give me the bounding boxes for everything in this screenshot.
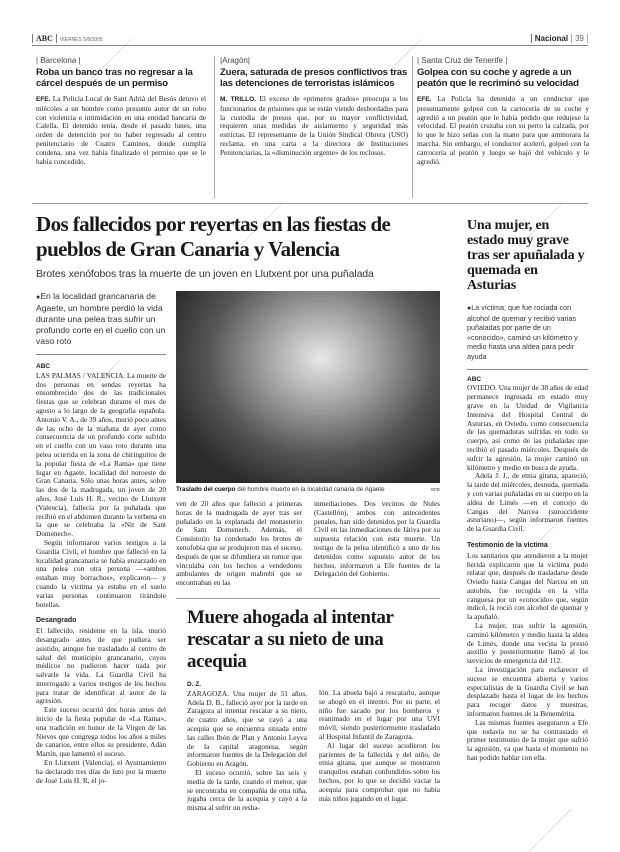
main-lead: ● En la localidad grancanaria de Agaete, un hombre perdió la vida durante una pelea tras sufrir un profundo corte en el cuello con un vaso roto bbox=[36, 291, 166, 355]
byline: M. TRILLO. bbox=[220, 96, 256, 103]
news-photo bbox=[176, 291, 440, 483]
paragraph: En Llutxent (Valencia), el Ayuntamiento ha declarado tres días de luto por la muerte de José Luis H. R, el jo- bbox=[36, 758, 166, 785]
main-headline: Dos fallecidos por reyertas en las fiestas de pueblos de Gran Canaria y Valencia bbox=[36, 212, 391, 261]
second-headline: Muere ahogada al intentar rescatar a su nieto de una acequia bbox=[187, 606, 394, 672]
side-story bbox=[467, 218, 588, 763]
paragraph: lón. La abuela bajó a rescatarlo, aunque se ahogó en el intento. Por su parte, el niño fue sacado por los bomberos y reanimado en el lugar por una UVI móvil, siendo posteriormente trasladado al Hospital Infantil de Zaragoza. bbox=[319, 687, 440, 741]
page-header bbox=[32, 34, 588, 46]
main-subtitle: Brotes xenófobos tras la muerte de un joven en Llutxent por una puñalada bbox=[36, 268, 374, 280]
second-column-2 bbox=[319, 689, 440, 803]
interheading: Testimonio de la víctima bbox=[467, 541, 548, 549]
brief-body: El exceso de «primeros grados» preocupa a los funcionarios de prisiones que se están viendo desbordados para la custodia de presos que, por su mayor conflictividad, requieren unas medidas de aislamiento y seguridad más estrictas. El representante de la Unión Sindical Obrera (USO) reclama, en una carta a la directora de Instituciones Penitenciarias, la «disminución urgente» de los reclusos. bbox=[220, 94, 408, 157]
byline: EFE. bbox=[417, 96, 432, 103]
second-column-1 bbox=[187, 681, 307, 813]
paragraph: LAS PALMAS / VALENCIA. La muerte de dos personas en sendas reyertas ha ensombrecido dos de las tradicionales fiestas que se celebran durante el mes de agosto a lo largo de la geografía española. Antonio V. A., de 39 años, murió poco antes de las ocho de la mañana de ayer como consecuencia de un profundo corte sufrido en el cuello con un vaso roto durante una pelea ocurrida en la zona de chiringuitos de la popular fiesta de «La Rama» que tiene lugar en Agaete, localidad del noroeste de Gran Canaria. Sólo unas horas antes, sobre las dos de la madrugada, un joven de 20 años, José Luis H. R., vecino de Llutxent (Valencia), fallecía por la puñalada que recibió en el abdomen durante la verbena en la que se celebraba la «Nit de Sant Domenech». bbox=[36, 370, 166, 539]
side-headline: Una mujer, en estado muy grave tras ser apuñalada y quemada en Asturias bbox=[467, 218, 585, 293]
interheading: Desangrado bbox=[36, 617, 77, 625]
paragraph: El fallecido, residente en la isla, murió desangrado antes de que pudiera ser asistido, aunque fue trasladado al centro de salud del municipio grancanario, cuyos médicos no pudieron hacer nada por salvarle la vida. La Guardia Civil ha interrogado a varios testigos de los hechos para tratar de identificar al autor de la agresión. bbox=[36, 626, 166, 706]
brand: ABC bbox=[32, 34, 57, 43]
paragraph: Este suceso ocurrió dos horas antes del inicio de la fiesta popular de «La Rama», una tradición en honor de la Virgen de las Nieves que congrega todos los años a miles de canarios, entre ellos su presidente, Adán Martín, que lamentó el suceso. bbox=[36, 705, 166, 759]
caption-bold: Traslado del cuerpo bbox=[176, 486, 236, 493]
second-story bbox=[176, 607, 440, 813]
byline: D. Z. bbox=[187, 680, 202, 688]
main-column-3: inmediaciones. Dos vecinos de Nules (Castellón), ambos con antecedentes penales, han sido detenidos por la Guardia Civil en las inmediaciones de Játiva por su supuesta relación con esta muerte. Un testigo de la pelea identificó a uno de los detenidos como supuesto autor de los hechos, informaron a Efe fuentes de la Delegación del Gobierno. bbox=[314, 499, 440, 579]
brief-title: Roba un banco tras no regresar a la cárcel después de un permiso bbox=[36, 67, 193, 89]
page-number: 39 bbox=[571, 34, 588, 43]
byline: EFE. bbox=[36, 96, 51, 103]
photo-credit: EFE bbox=[431, 487, 440, 492]
main-story bbox=[36, 212, 440, 813]
paragraph: El suceso ocurrió, sobre las seis y media de la tarde, cuando el menor, que se encontraba en compañía de otra niña, jugaba cerca de la acequia y cayó a la misma al sufrir un resba- bbox=[187, 767, 307, 813]
brief-location: | Santa Cruz de Tenerife | bbox=[417, 56, 508, 65]
divider bbox=[214, 56, 215, 198]
side-lead: ● La víctima, que fue rociada con alcohol de quemar y recibió varias puñaladas por parte de un «conocido», caminó un kilómetro y medio hasta una aldea para pedir ayuda bbox=[467, 303, 588, 370]
brief-body: La Policía ha detenido a un conductor que presuntamente golpeó con la carrocería de su coche y agredió a un peatón que le había pedido que redujese la velocidad. El peatón cruzaba con su perro la calzada, por lo que le hizo señas con la mano para que aminorara la marcha. Sin embargo, el conductor aceleró, golpeó con la carrocería al peatón y luego se bajó del vehículo y le agredió. bbox=[417, 94, 589, 166]
brief-body: La Policía Local de Sant Adrià del Besós detuvo el miécoles a un hombre como presunto autor de un robo con violencia e intimidación en una entidad bancaria de Calella. El detenido tenía, desde el pasado lunes, una orden de detención por no haber regresado al centro penitenciario de Cuatro Caminos, donde cumplía condena, una vez había finalizado el permiso que se le había concedido. bbox=[36, 94, 206, 166]
paragraph: Las mismas fuentes aseguraron a Efe que todavía no se ha contrastado el primer testimonio de la mujer que sufrió la agresión, ya que hasta el momento no han podido hablar con ella. bbox=[467, 717, 588, 763]
section-name: Nacional bbox=[531, 34, 571, 43]
watermark-stroke bbox=[528, 809, 571, 852]
brief-barcelona bbox=[36, 56, 206, 166]
paragraph: Según informaron varios testigos a la Guardia Civil, el hombre que falleció en la localidad grancanaria se había enzarzado en una pelea con otra persona —«ambos estaban muy borrachos», explicaron— y cuando la víctima ya estaba en el suelo varias personas continuaron tirándole botellas. bbox=[36, 537, 166, 609]
brief-aragon bbox=[220, 56, 408, 158]
issue-date: VIERNES 5/8/2005 bbox=[59, 37, 103, 43]
paragraph: Adela J. J., de etnia gitana, apareció, la tarde del miércoles, desnuda, quemada y con varias puñaladas en su cuerpo en la aldea de Limés —en el concejo de Cangas del Narcea (suroccidente asturiano)—, según informaron fuentes de la Guardia Civil. bbox=[467, 471, 588, 534]
brief-location: |Aragón| bbox=[220, 56, 250, 65]
brief-location: | Barcelona | bbox=[36, 56, 81, 65]
paragraph: Los sanitarios que atendieron a la mujer herida explicaron que la víctima pudo relatar que, después de trasladarse desde Oviedo hasta Cangas del Narcea en un autobús, fue recogida en la villa canguesa por un «conocido» que, según indicó, la roció con alcohol de quemar y la apuñaló. bbox=[467, 550, 588, 622]
paragraph: La investigación para esclarecer el suceso se encuentra abierta y varios especialistas de la Guardia Civil se han desplazado hasta el lugar de los hechos para recoger datos y muestras, informaron fuentes de la Benemérita. bbox=[467, 665, 588, 719]
divider bbox=[412, 56, 413, 198]
paragraph: Al lugar del suceso acudieron los parientes de la fallecida y del niño, de etnia gitana, que aunque se mostraron tranquilos estaban confundidos sobre los hechos, por lo que se decidió vaciar la acequia para comprobar que no había más niños jugando en el lugar. bbox=[319, 740, 440, 803]
side-body bbox=[467, 376, 588, 763]
caption-text: del hombre muerto en la localidad canaria de Agaete bbox=[237, 486, 385, 493]
paragraph: OVIEDO. Una mujer de 38 años de edad permanece ingresada en estado muy grave en la Unidad de Vigilancia Intensiva del Hospital Central de Asturias, en Oviedo, como consecuencia de las quemaduras sufridas en todo su cuerpo, así como de las puñaladas que recibió el pasado miércoles. Después de sufrir la agresión, la mujer caminó un kilómetro y medio en busca de ayuda. bbox=[467, 383, 588, 472]
brief-title: Zuera, saturada de presos conflictivos tras las detenciones de terroristas islámicos bbox=[220, 67, 408, 89]
byline: ABC bbox=[467, 375, 482, 383]
main-column-1 bbox=[36, 363, 166, 785]
divider bbox=[176, 598, 440, 599]
main-column-2: ven de 20 años que falleció a primeras horas de la madrugada de ayer tras ser puñalado en la explanada del monasterio de Sant Domenech. Además, el Consistorio ha condenado los brotes de xenofobia que se produjeron tras el suceso, después de que se difundiera un rumor que vinculaba con los hechos a vendedores ambulantes de origen mabrebí que se encontraban en las bbox=[176, 499, 302, 588]
photo-caption bbox=[176, 486, 440, 494]
brief-tenerife bbox=[417, 56, 589, 166]
paragraph: ZARAGOZA. Una mujer de 51 años, Adela D. B., falleció ayer por la tarde en Zaragoza al intentar rescatar a su nieto, de cuatro años, que se cayó a una acequia que se encuentra situada entre las calles Ibón de Plan y Antonio Leyva de la capital aragonesa, según informaron fuentes de la Delegación del Gobierno en Aragón. bbox=[187, 688, 307, 769]
brief-title: Golpea con su coche y agrede a un peatón que le recriminó su velocidad bbox=[417, 67, 579, 89]
divider bbox=[32, 203, 588, 204]
paragraph: La mujer, tras sufrir la agresión, caminó kilómetro y medio hasta la aldea de Limés, donde una vecina la prestó auxilio y posteriormente llamó al los servicios de emergencia del 112. bbox=[467, 621, 588, 666]
byline: ABC bbox=[36, 363, 51, 370]
